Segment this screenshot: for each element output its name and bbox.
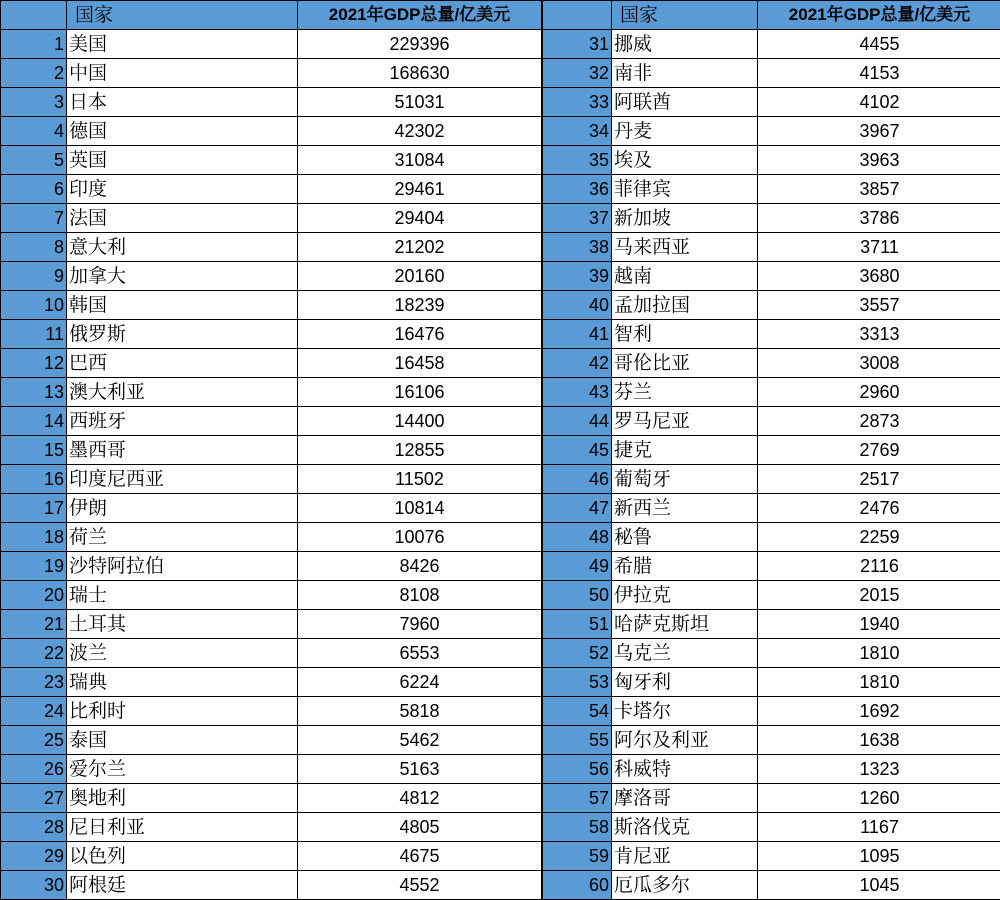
gdp-value-cell: 4552 — [298, 871, 542, 900]
gdp-value-cell: 12855 — [298, 436, 542, 465]
table-row — [1, 726, 542, 755]
rank-cell: 25 — [1, 726, 67, 755]
country-cell: 阿联酋 — [612, 88, 758, 117]
table-row — [1, 436, 542, 465]
gdp-value-cell: 16106 — [298, 378, 542, 407]
gdp-value-cell: 4675 — [298, 842, 542, 871]
country-cell: 罗马尼亚 — [612, 407, 758, 436]
country-cell: 韩国 — [67, 291, 298, 320]
rank-cell: 30 — [1, 871, 67, 900]
gdp-value-cell: 11502 — [298, 465, 542, 494]
rank-cell: 23 — [1, 668, 67, 697]
rank-cell: 36 — [543, 175, 612, 204]
rank-cell: 54 — [543, 697, 612, 726]
table-row — [543, 668, 1000, 697]
table-row — [543, 784, 1000, 813]
gdp-value-cell: 8108 — [298, 581, 542, 610]
country-cell: 新西兰 — [612, 494, 758, 523]
gdp-value-cell: 8426 — [298, 552, 542, 581]
gdp-value-cell: 2259 — [758, 523, 1000, 552]
rank-cell: 49 — [543, 552, 612, 581]
gdp-value-cell: 3786 — [758, 204, 1000, 233]
table-row — [543, 494, 1000, 523]
gdp-value-cell: 1167 — [758, 813, 1000, 842]
rank-cell: 58 — [543, 813, 612, 842]
table-row — [543, 552, 1000, 581]
country-cell: 丹麦 — [612, 117, 758, 146]
country-cell: 斯洛伐克 — [612, 813, 758, 842]
gdp-value-cell: 29404 — [298, 204, 542, 233]
table-row — [543, 320, 1000, 349]
country-cell: 中国 — [67, 59, 298, 88]
gdp-value-cell: 1810 — [758, 668, 1000, 697]
country-cell: 阿尔及利亚 — [612, 726, 758, 755]
gdp-value-cell: 42302 — [298, 117, 542, 146]
rank-cell: 41 — [543, 320, 612, 349]
rank-cell: 28 — [1, 813, 67, 842]
rank-cell: 18 — [1, 523, 67, 552]
rank-cell: 59 — [543, 842, 612, 871]
table-row — [543, 117, 1000, 146]
country-cell: 巴西 — [67, 349, 298, 378]
gdp-value-cell: 2476 — [758, 494, 1000, 523]
gdp-value-cell: 29461 — [298, 175, 542, 204]
table-row — [543, 813, 1000, 842]
table-row — [543, 523, 1000, 552]
country-cell: 印度尼西亚 — [67, 465, 298, 494]
table-row — [543, 349, 1000, 378]
gdp-value-cell: 3557 — [758, 291, 1000, 320]
gdp-value-cell: 16476 — [298, 320, 542, 349]
table-row — [1, 407, 542, 436]
table-row — [543, 581, 1000, 610]
country-cell: 秘鲁 — [612, 523, 758, 552]
table-row — [1, 117, 542, 146]
gdp-value-cell: 2769 — [758, 436, 1000, 465]
rank-cell: 26 — [1, 755, 67, 784]
country-cell: 菲律宾 — [612, 175, 758, 204]
country-cell: 埃及 — [612, 146, 758, 175]
gdp-value-cell: 3008 — [758, 349, 1000, 378]
table-row — [1, 262, 542, 291]
table-row — [543, 59, 1000, 88]
country-cell: 越南 — [612, 262, 758, 291]
country-cell: 爱尔兰 — [67, 755, 298, 784]
rank-cell: 52 — [543, 639, 612, 668]
rank-cell: 46 — [543, 465, 612, 494]
rank-cell: 7 — [1, 204, 67, 233]
table-row — [1, 668, 542, 697]
country-cell: 孟加拉国 — [612, 291, 758, 320]
rank-cell: 55 — [543, 726, 612, 755]
country-cell: 新加坡 — [612, 204, 758, 233]
header-row — [1, 1, 542, 30]
country-header: 国家 — [67, 1, 298, 30]
table-row — [543, 233, 1000, 262]
rank-cell: 1 — [1, 30, 67, 59]
gdp-value-cell: 1692 — [758, 697, 1000, 726]
rank-cell: 40 — [543, 291, 612, 320]
country-cell: 加拿大 — [67, 262, 298, 291]
country-cell: 泰国 — [67, 726, 298, 755]
rank-cell: 39 — [543, 262, 612, 291]
country-cell: 伊朗 — [67, 494, 298, 523]
table-row — [1, 494, 542, 523]
table-row — [543, 610, 1000, 639]
table-row — [1, 639, 542, 668]
rank-cell: 47 — [543, 494, 612, 523]
country-cell: 尼日利亚 — [67, 813, 298, 842]
table-row — [1, 146, 542, 175]
table-row — [543, 204, 1000, 233]
rank-cell: 34 — [543, 117, 612, 146]
country-cell: 捷克 — [612, 436, 758, 465]
rank-cell: 21 — [1, 610, 67, 639]
rank-cell: 42 — [543, 349, 612, 378]
country-cell: 俄罗斯 — [67, 320, 298, 349]
rank-cell: 60 — [543, 871, 612, 900]
gdp-value-cell: 31084 — [298, 146, 542, 175]
rank-cell: 44 — [543, 407, 612, 436]
rank-cell: 2 — [1, 59, 67, 88]
rank-cell: 13 — [1, 378, 67, 407]
gdp-table-right — [542, 0, 1000, 900]
gdp-value-cell: 51031 — [298, 88, 542, 117]
gdp-value-cell: 16458 — [298, 349, 542, 378]
gdp-value-cell: 2116 — [758, 552, 1000, 581]
table-row — [543, 291, 1000, 320]
country-cell: 美国 — [67, 30, 298, 59]
gdp-value-cell: 3711 — [758, 233, 1000, 262]
rank-cell: 27 — [1, 784, 67, 813]
country-cell: 比利时 — [67, 697, 298, 726]
gdp-header: 2021年GDP总量/亿美元 — [298, 1, 542, 30]
country-cell: 哥伦比亚 — [612, 349, 758, 378]
rank-cell: 16 — [1, 465, 67, 494]
rank-cell: 48 — [543, 523, 612, 552]
rank-cell: 3 — [1, 88, 67, 117]
table-row — [1, 581, 542, 610]
table-row — [1, 291, 542, 320]
country-cell: 芬兰 — [612, 378, 758, 407]
country-cell: 葡萄牙 — [612, 465, 758, 494]
table-row — [1, 30, 542, 59]
gdp-value-cell: 1638 — [758, 726, 1000, 755]
country-cell: 南非 — [612, 59, 758, 88]
country-cell: 卡塔尔 — [612, 697, 758, 726]
gdp-value-cell: 2517 — [758, 465, 1000, 494]
gdp-value-cell: 5818 — [298, 697, 542, 726]
country-cell: 智利 — [612, 320, 758, 349]
table-row — [543, 30, 1000, 59]
table-row — [543, 262, 1000, 291]
gdp-value-cell: 20160 — [298, 262, 542, 291]
table-row — [1, 755, 542, 784]
country-cell: 厄瓜多尔 — [612, 871, 758, 900]
rank-cell: 12 — [1, 349, 67, 378]
table-row — [1, 842, 542, 871]
gdp-value-cell: 3313 — [758, 320, 1000, 349]
country-cell: 肯尼亚 — [612, 842, 758, 871]
rank-cell: 9 — [1, 262, 67, 291]
country-cell: 匈牙利 — [612, 668, 758, 697]
rank-cell: 14 — [1, 407, 67, 436]
rank-cell: 50 — [543, 581, 612, 610]
table-row — [1, 59, 542, 88]
rank-cell: 56 — [543, 755, 612, 784]
rank-cell: 20 — [1, 581, 67, 610]
rank-cell: 51 — [543, 610, 612, 639]
rank-cell: 29 — [1, 842, 67, 871]
rank-cell: 8 — [1, 233, 67, 262]
gdp-value-cell: 3963 — [758, 146, 1000, 175]
gdp-value-cell: 4812 — [298, 784, 542, 813]
rank-cell: 10 — [1, 291, 67, 320]
table-row — [543, 378, 1000, 407]
country-cell: 德国 — [67, 117, 298, 146]
country-cell: 土耳其 — [67, 610, 298, 639]
rank-cell: 11 — [1, 320, 67, 349]
gdp-value-cell: 1810 — [758, 639, 1000, 668]
rank-cell: 5 — [1, 146, 67, 175]
rank-cell: 35 — [543, 146, 612, 175]
rank-header — [543, 1, 612, 30]
gdp-value-cell: 2015 — [758, 581, 1000, 610]
rank-header — [1, 1, 67, 30]
country-cell: 哈萨克斯坦 — [612, 610, 758, 639]
table-row — [543, 871, 1000, 900]
gdp-value-cell: 4153 — [758, 59, 1000, 88]
gdp-value-cell: 3857 — [758, 175, 1000, 204]
gdp-value-cell: 1045 — [758, 871, 1000, 900]
table-row — [1, 697, 542, 726]
table-row — [1, 88, 542, 117]
country-cell: 瑞典 — [67, 668, 298, 697]
table-row — [1, 204, 542, 233]
gdp-value-cell: 6224 — [298, 668, 542, 697]
rank-cell: 45 — [543, 436, 612, 465]
table-row — [1, 320, 542, 349]
table-row — [1, 523, 542, 552]
rank-cell: 6 — [1, 175, 67, 204]
rank-cell: 17 — [1, 494, 67, 523]
country-cell: 以色列 — [67, 842, 298, 871]
country-header: 国家 — [612, 1, 758, 30]
country-cell: 荷兰 — [67, 523, 298, 552]
country-cell: 日本 — [67, 88, 298, 117]
gdp-value-cell: 6553 — [298, 639, 542, 668]
country-cell: 澳大利亚 — [67, 378, 298, 407]
rank-cell: 15 — [1, 436, 67, 465]
rank-cell: 37 — [543, 204, 612, 233]
country-cell: 沙特阿拉伯 — [67, 552, 298, 581]
gdp-value-cell: 1260 — [758, 784, 1000, 813]
table-row — [543, 697, 1000, 726]
table-row — [543, 639, 1000, 668]
gdp-value-cell: 4805 — [298, 813, 542, 842]
header-row — [543, 1, 1000, 30]
gdp-value-cell: 7960 — [298, 610, 542, 639]
table-row — [1, 813, 542, 842]
table-row — [543, 755, 1000, 784]
gdp-value-cell: 14400 — [298, 407, 542, 436]
country-cell: 阿根廷 — [67, 871, 298, 900]
country-cell: 伊拉克 — [612, 581, 758, 610]
table-row — [1, 610, 542, 639]
country-cell: 希腊 — [612, 552, 758, 581]
country-cell: 法国 — [67, 204, 298, 233]
gdp-header: 2021年GDP总量/亿美元 — [758, 1, 1000, 30]
rank-cell: 24 — [1, 697, 67, 726]
country-cell: 乌克兰 — [612, 639, 758, 668]
gdp-value-cell: 1940 — [758, 610, 1000, 639]
table-row — [543, 146, 1000, 175]
country-cell: 印度 — [67, 175, 298, 204]
country-cell: 科威特 — [612, 755, 758, 784]
table-row — [543, 436, 1000, 465]
rank-cell: 31 — [543, 30, 612, 59]
gdp-value-cell: 10814 — [298, 494, 542, 523]
gdp-value-cell: 2960 — [758, 378, 1000, 407]
gdp-value-cell: 2873 — [758, 407, 1000, 436]
rank-cell: 4 — [1, 117, 67, 146]
table-row — [1, 175, 542, 204]
table-row — [1, 349, 542, 378]
rank-cell: 38 — [543, 233, 612, 262]
gdp-value-cell: 168630 — [298, 59, 542, 88]
rank-cell: 57 — [543, 784, 612, 813]
country-cell: 西班牙 — [67, 407, 298, 436]
rank-cell: 32 — [543, 59, 612, 88]
table-row — [1, 784, 542, 813]
table-row — [543, 465, 1000, 494]
gdp-value-cell: 229396 — [298, 30, 542, 59]
country-cell: 马来西亚 — [612, 233, 758, 262]
country-cell: 墨西哥 — [67, 436, 298, 465]
gdp-value-cell: 1323 — [758, 755, 1000, 784]
gdp-value-cell: 5462 — [298, 726, 542, 755]
rank-cell: 53 — [543, 668, 612, 697]
table-row — [543, 842, 1000, 871]
gdp-value-cell: 3967 — [758, 117, 1000, 146]
table-row — [1, 871, 542, 900]
country-cell: 意大利 — [67, 233, 298, 262]
table-row — [1, 378, 542, 407]
rank-cell: 19 — [1, 552, 67, 581]
table-row — [543, 175, 1000, 204]
table-row — [543, 726, 1000, 755]
table-row — [1, 465, 542, 494]
rank-cell: 22 — [1, 639, 67, 668]
gdp-value-cell: 4455 — [758, 30, 1000, 59]
country-cell: 挪威 — [612, 30, 758, 59]
gdp-value-cell: 4102 — [758, 88, 1000, 117]
gdp-value-cell: 10076 — [298, 523, 542, 552]
gdp-value-cell: 18239 — [298, 291, 542, 320]
country-cell: 英国 — [67, 146, 298, 175]
gdp-value-cell: 3680 — [758, 262, 1000, 291]
table-row — [543, 407, 1000, 436]
gdp-value-cell: 1095 — [758, 842, 1000, 871]
country-cell: 摩洛哥 — [612, 784, 758, 813]
gdp-value-cell: 21202 — [298, 233, 542, 262]
country-cell: 波兰 — [67, 639, 298, 668]
country-cell: 奥地利 — [67, 784, 298, 813]
gdp-value-cell: 5163 — [298, 755, 542, 784]
table-row — [1, 552, 542, 581]
country-cell: 瑞士 — [67, 581, 298, 610]
rank-cell: 43 — [543, 378, 612, 407]
table-row — [1, 233, 542, 262]
table-row — [543, 88, 1000, 117]
rank-cell: 33 — [543, 88, 612, 117]
